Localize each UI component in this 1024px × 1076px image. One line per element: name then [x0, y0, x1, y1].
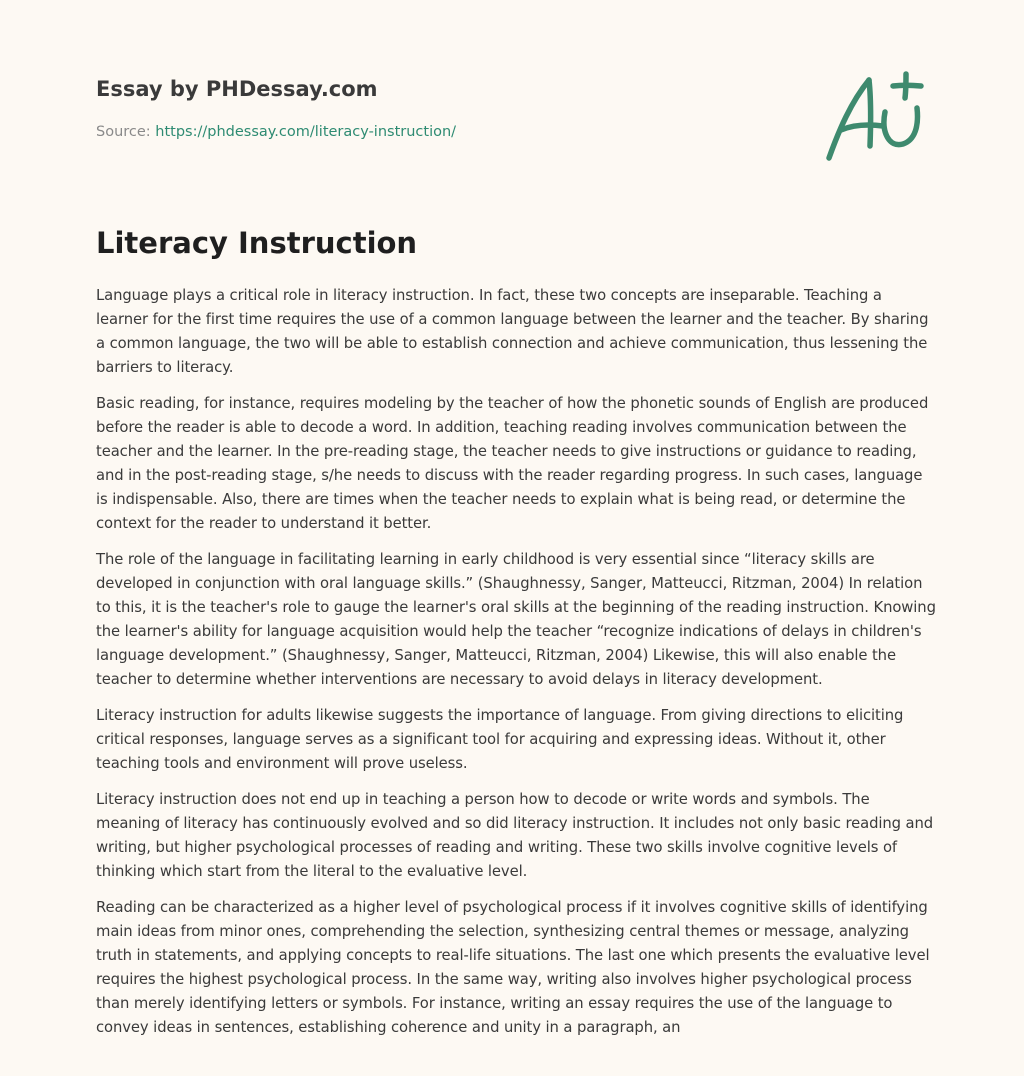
essay-paragraph: Reading can be characterized as a higher level of psychological process if it involves cognitive skills of identifying main ideas from minor ones, comprehending the selection, synthesizing central themes or message, analyzing truth in statements, and applying concepts to real-life situations. The last one which presents the evaluative level requires the highest psychological process. In the same way, writing also involves higher psychological process than merely identifying letters or symbols. For instance, writing an essay requires the use of the language to convey ideas in sentences, establishing coherence and unity in a paragraph, an — [96, 899, 930, 1036]
site-title: Essay by PHDessay.com — [96, 77, 378, 101]
essay-paragraph: Basic reading, for instance, requires modeling by the teacher of how the phonetic sounds of English are produced before the reader is able to decode a word. In addition, teaching reading involves communication between the teacher and the learner. In the pre-reading stage, the teacher needs to give instructions or guidance to reading, and in the post-reading stage, s/he needs to discuss with the reader regarding progress. In such cases, language is indispensable. Also, there are times when the teacher needs to explain what is being read, or determine the context for the reader to understand it better. — [96, 395, 929, 532]
source-link[interactable]: https://phdessay.com/literacy-instruction/ — [155, 124, 457, 140]
essay-body — [96, 284, 936, 1052]
essay-title: Literacy Instruction — [96, 226, 418, 260]
essay-paragraph: Literacy instruction does not end up in teaching a person how to decode or write words and symbols. The meaning of literacy has continuously evolved and so did literacy instruction. It includes not only basic reading and writing, but higher psychological processes of reading and writing. These two skills involve cognitive levels of thinking which start from the literal to the evaluative level. — [96, 791, 934, 880]
source-line — [96, 124, 456, 140]
essay-paragraph: The role of the language in facilitating learning in early childhood is very essential since “literacy skills are developed in conjunction with oral language skills.” (Shaughnessy, Sanger, Matteucci, Ritzman, 2004) In relation to this, it is the teacher's role to gauge the learner's oral skills at the beginning of the reading instruction. Knowing the learner's ability for language acquisition would help the teacher “recognize indications of delays in children's language development.” (Shaughnessy, Sanger, Matteucci, Ritzman, 2004) Likewise, this will also enable the teacher to determine whether interventions are necessary to avoid delays in literacy development. — [96, 551, 936, 688]
essay-paragraph: Literacy instruction for adults likewise suggests the importance of language. From giving directions to eliciting critical responses, language serves as a significant tool for acquiring and expressing ideas. Without it, other teaching tools and environment will prove useless. — [96, 707, 904, 772]
a-plus-logo-icon — [821, 68, 931, 164]
source-label: Source: — [96, 124, 156, 140]
essay-paragraph: Language plays a critical role in literacy instruction. In fact, these two concepts are inseparable. Teaching a learner for the first time requires the use of a common language between the learner and the teacher. By sharing a common language, the two will be able to establish connection and achieve communication, thus lessening the barriers to literacy. — [96, 287, 929, 376]
